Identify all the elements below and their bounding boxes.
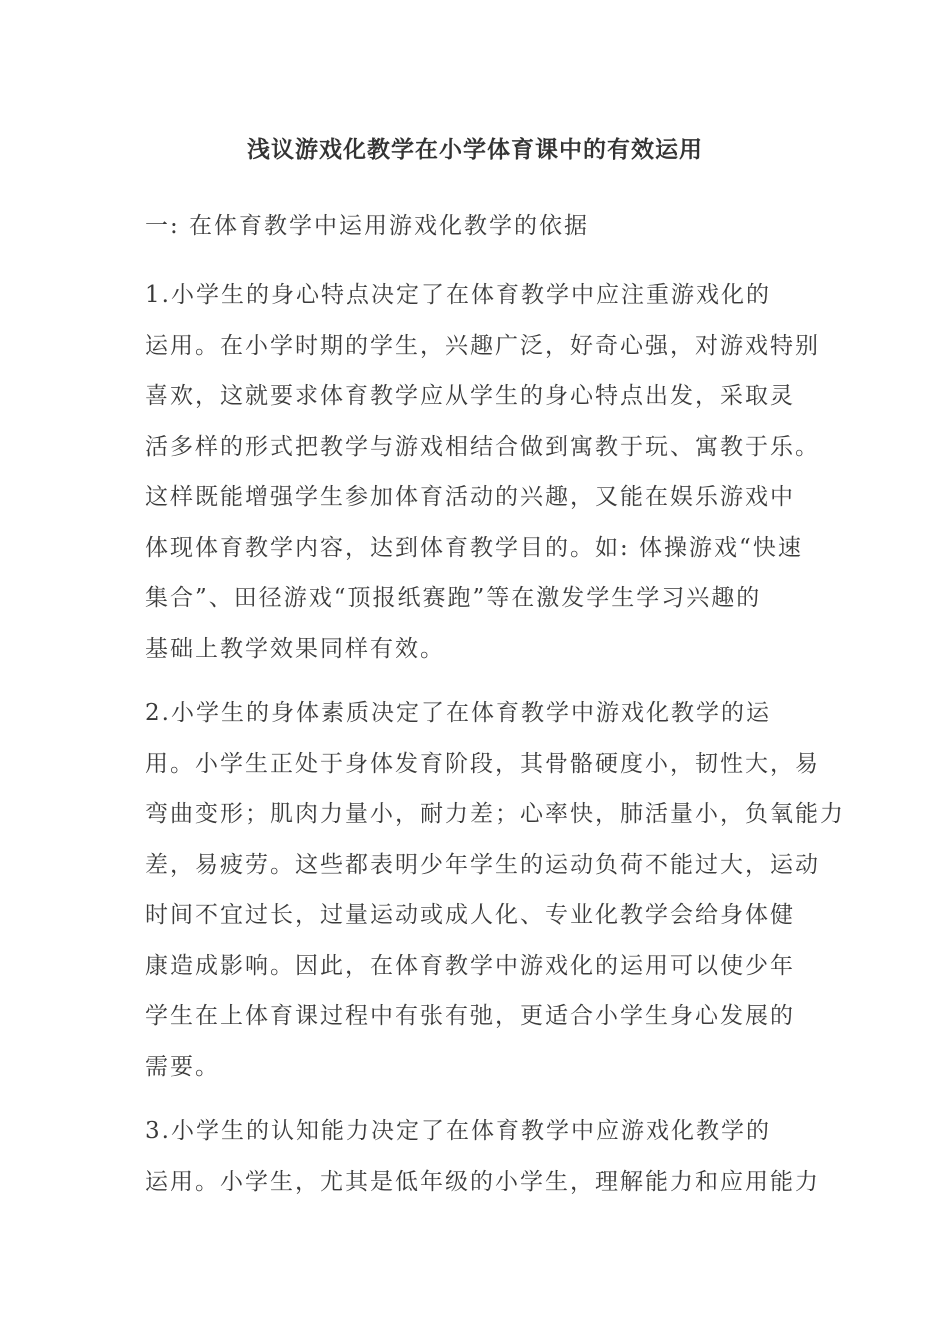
paragraph-line: 体现体育教学内容，达到体育教学目的。如: 体操游戏“快速 [145,534,803,561]
paragraph-line: 1.小学生的身心特点决定了在体育教学中应注重游戏化的 [145,282,771,308]
paragraph-line: 学生在上体育课过程中有张有弛，更适合小学生身心发展的 [145,1003,795,1029]
paragraph-line: 2.小学生的身体素质决定了在体育教学中游戏化教学的运 [145,700,771,726]
paragraph-line: 3.小学生的认知能力决定了在体育教学中应游戏化教学的 [145,1118,771,1144]
paragraph-line: 喜欢，这就要求体育教学应从学生的身心特点出发，采取灵 [145,383,795,409]
paragraph-line: 运用。小学生，尤其是低年级的小学生，理解能力和应用能力 [145,1168,820,1195]
paragraph-line: 运用。在小学时期的学生，兴趣广泛，好奇心强，对游戏特别 [145,332,820,359]
paragraph-line: 时间不宜过长，过量运动或成人化、专业化教学会给身体健 [145,902,795,928]
paragraph-line: 康造成影响。因此，在体育教学中游戏化的运用可以使少年 [145,952,795,979]
paragraph-line: 用。小学生正处于身体发育阶段，其骨骼硬度小，韧性大，易 [145,750,820,777]
paragraph-line: 需要。 [145,1053,220,1080]
paragraph-line: 基础上教学效果同样有效。 [145,635,445,662]
paragraph-line: 弯曲变形；肌肉力量小，耐力差；心率快，肺活量小，负氧能力 [145,801,845,827]
paragraph-line: 集合”、田径游戏“顶报纸赛跑”等在激发学生学习兴趣的 [145,585,762,611]
paragraph-1 [145,270,825,674]
paragraph-3 [145,1106,825,1207]
paragraph-line: 这样既能增强学生参加体育活动的兴趣，又能在娱乐游戏中 [145,484,795,510]
paragraph-2 [145,688,845,1092]
paragraph-line: 差，易疲劳。这些都表明少年学生的运动负荷不能过大，运动 [145,851,820,878]
paragraph-line: 活多样的形式把教学与游戏相结合做到寓教于玩、寓教于乐。 [145,433,820,460]
document-title: 浅议游戏化教学在小学体育课中的有效运用 [247,136,703,163]
section-heading: 一: 在体育教学中运用游戏化教学的依据 [145,213,590,239]
